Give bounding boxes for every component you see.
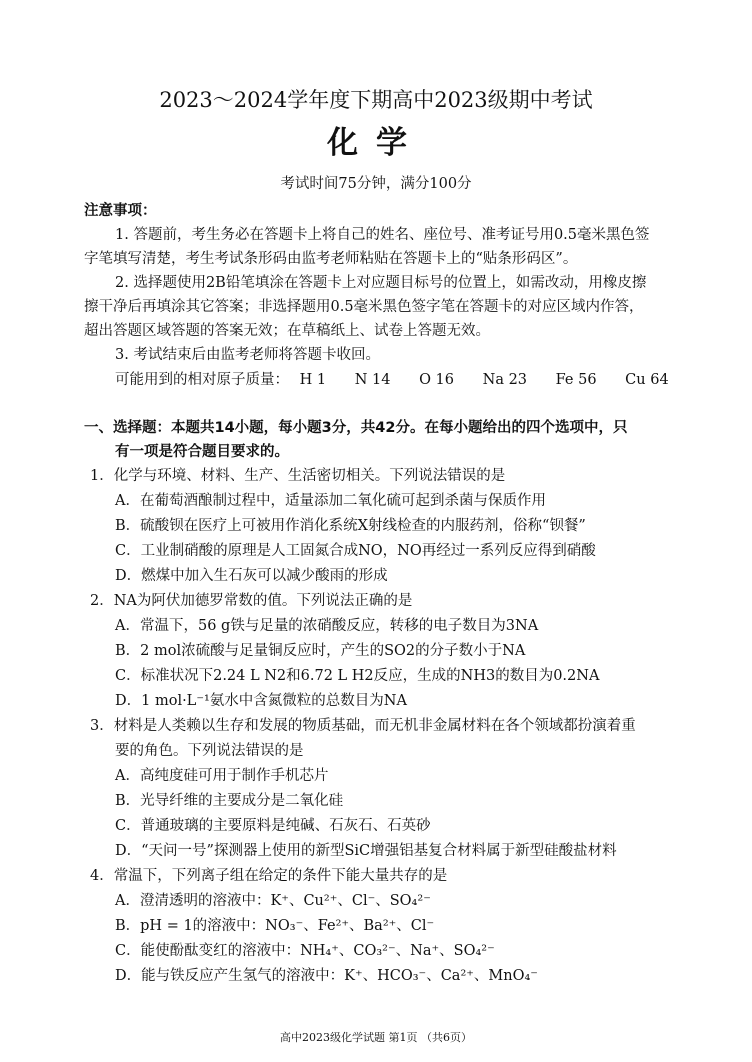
exam-title: 2023～2024学年度下期高中2023级期中考试 [159, 88, 593, 112]
exam-info: 考试时间75分钟，满分100分 [280, 176, 472, 192]
notice-line: 3. 考试结束后由监考老师将答题卡收回。 [115, 347, 380, 363]
question-option: B．光导纤维的主要成分是二氧化硅 [115, 793, 344, 809]
notice-heading: 注意事项： [84, 203, 157, 219]
question-option: A．高纯度硅可用于制作手机芯片 [115, 768, 329, 784]
atomic-mass: O 16 [419, 372, 455, 388]
notice-line: 1. 答题前，考生务必在答题卡上将自己的姓名、座位号、准考证号用0.5毫米黑色签 [115, 227, 650, 243]
question-stem: 2．NA为阿伏加德罗常数的值。下列说法正确的是 [90, 593, 413, 609]
question-option: B．pH = 1的溶液中：NO₃⁻、Fe²⁺、Ba²⁺、Cl⁻ [115, 918, 435, 934]
question-option: D．1 mol·L⁻¹氨水中含氮微粒的总数目为NA [115, 693, 407, 709]
atomic-mass: H 1 [299, 372, 327, 388]
question-option: D．燃煤中加入生石灰可以减少酸雨的形成 [115, 568, 388, 584]
atomic-masses [115, 370, 693, 390]
question-option: D．“天问一号”探测器上使用的新型SiC增强铝基复合材料属于新型硅酸盐材料 [115, 843, 617, 859]
atomic-mass: N 14 [354, 372, 391, 388]
question-option: B．硫酸钡在医疗上可被用作消化系统X射线检查的内服药剂，俗称“钡餐” [115, 518, 586, 534]
question-stem: 1．化学与环境、材料、生产、生活密切相关。下列说法错误的是 [90, 468, 506, 484]
atomic-mass-label: 可能用到的相对原子质量： [115, 372, 289, 388]
page-footer: 高中2023级化学试题 第1页 （共6页） [280, 1031, 472, 1044]
notice-line: 2. 选择题使用2B铅笔填涂在答题卡上对应题目标号的位置上，如需改动，用橡皮擦 [115, 275, 647, 291]
atomic-mass: Cu 64 [625, 372, 669, 388]
question-option: C．标准状况下2.24 L N2和6.72 L H2反应，生成的NH3的数目为0.2NA [115, 668, 600, 684]
section-heading: 有一项是符合题目要求的。 [115, 444, 289, 460]
question-option: C．能使酚酞变红的溶液中：NH₄⁺、CO₃²⁻、Na⁺、SO₄²⁻ [115, 943, 495, 959]
question-stem: 3．材料是人类赖以生存和发展的物质基础，而无机非金属材料在各个领域都扮演着重 [90, 718, 636, 734]
atomic-mass: Fe 56 [555, 372, 597, 388]
section-heading: 一、选择题：本题共14小题，每小题3分，共42分。在每小题给出的四个选项中，只 [84, 420, 628, 436]
notice-line: 擦干净后再填涂其它答案；非选择题用0.5毫米黑色签字笔在答题卡的对应区域内作答， [84, 299, 644, 315]
question-option: A．常温下，56 g铁与足量的浓硝酸反应，转移的电子数目为3NA [115, 618, 539, 634]
question-option: D．能与铁反应产生氢气的溶液中：K⁺、HCO₃⁻、Ca²⁺、MnO₄⁻ [115, 968, 538, 984]
atomic-mass: Na 23 [482, 372, 528, 388]
question-option: B．2 mol浓硫酸与足量铜反应时，产生的SO2的分子数小于NA [115, 643, 526, 659]
notice-line: 字笔填写清楚，考生考试条形码由监考老师粘贴在答题卡上的“贴条形码区”。 [84, 251, 578, 267]
question-option: C．工业制硝酸的原理是人工固氮合成NO，NO再经过一系列反应得到硝酸 [115, 543, 596, 559]
subject-title: 化学 [327, 125, 425, 161]
question-option: C．普通玻璃的主要原料是纯碱、石灰石、石英砂 [115, 818, 431, 834]
question-option: A．澄清透明的溶液中：K⁺、Cu²⁺、Cl⁻、SO₄²⁻ [115, 893, 431, 909]
notice-line: 超出答题区域答题的答案无效；在草稿纸上、试卷上答题无效。 [84, 323, 490, 339]
question-option: A．在葡萄酒酿制过程中，适量添加二氧化硫可起到杀菌与保质作用 [115, 493, 546, 509]
question-stem: 要的角色。下列说法错误的是 [115, 743, 304, 759]
question-stem: 4．常温下，下列离子组在给定的条件下能大量共存的是 [90, 868, 448, 884]
